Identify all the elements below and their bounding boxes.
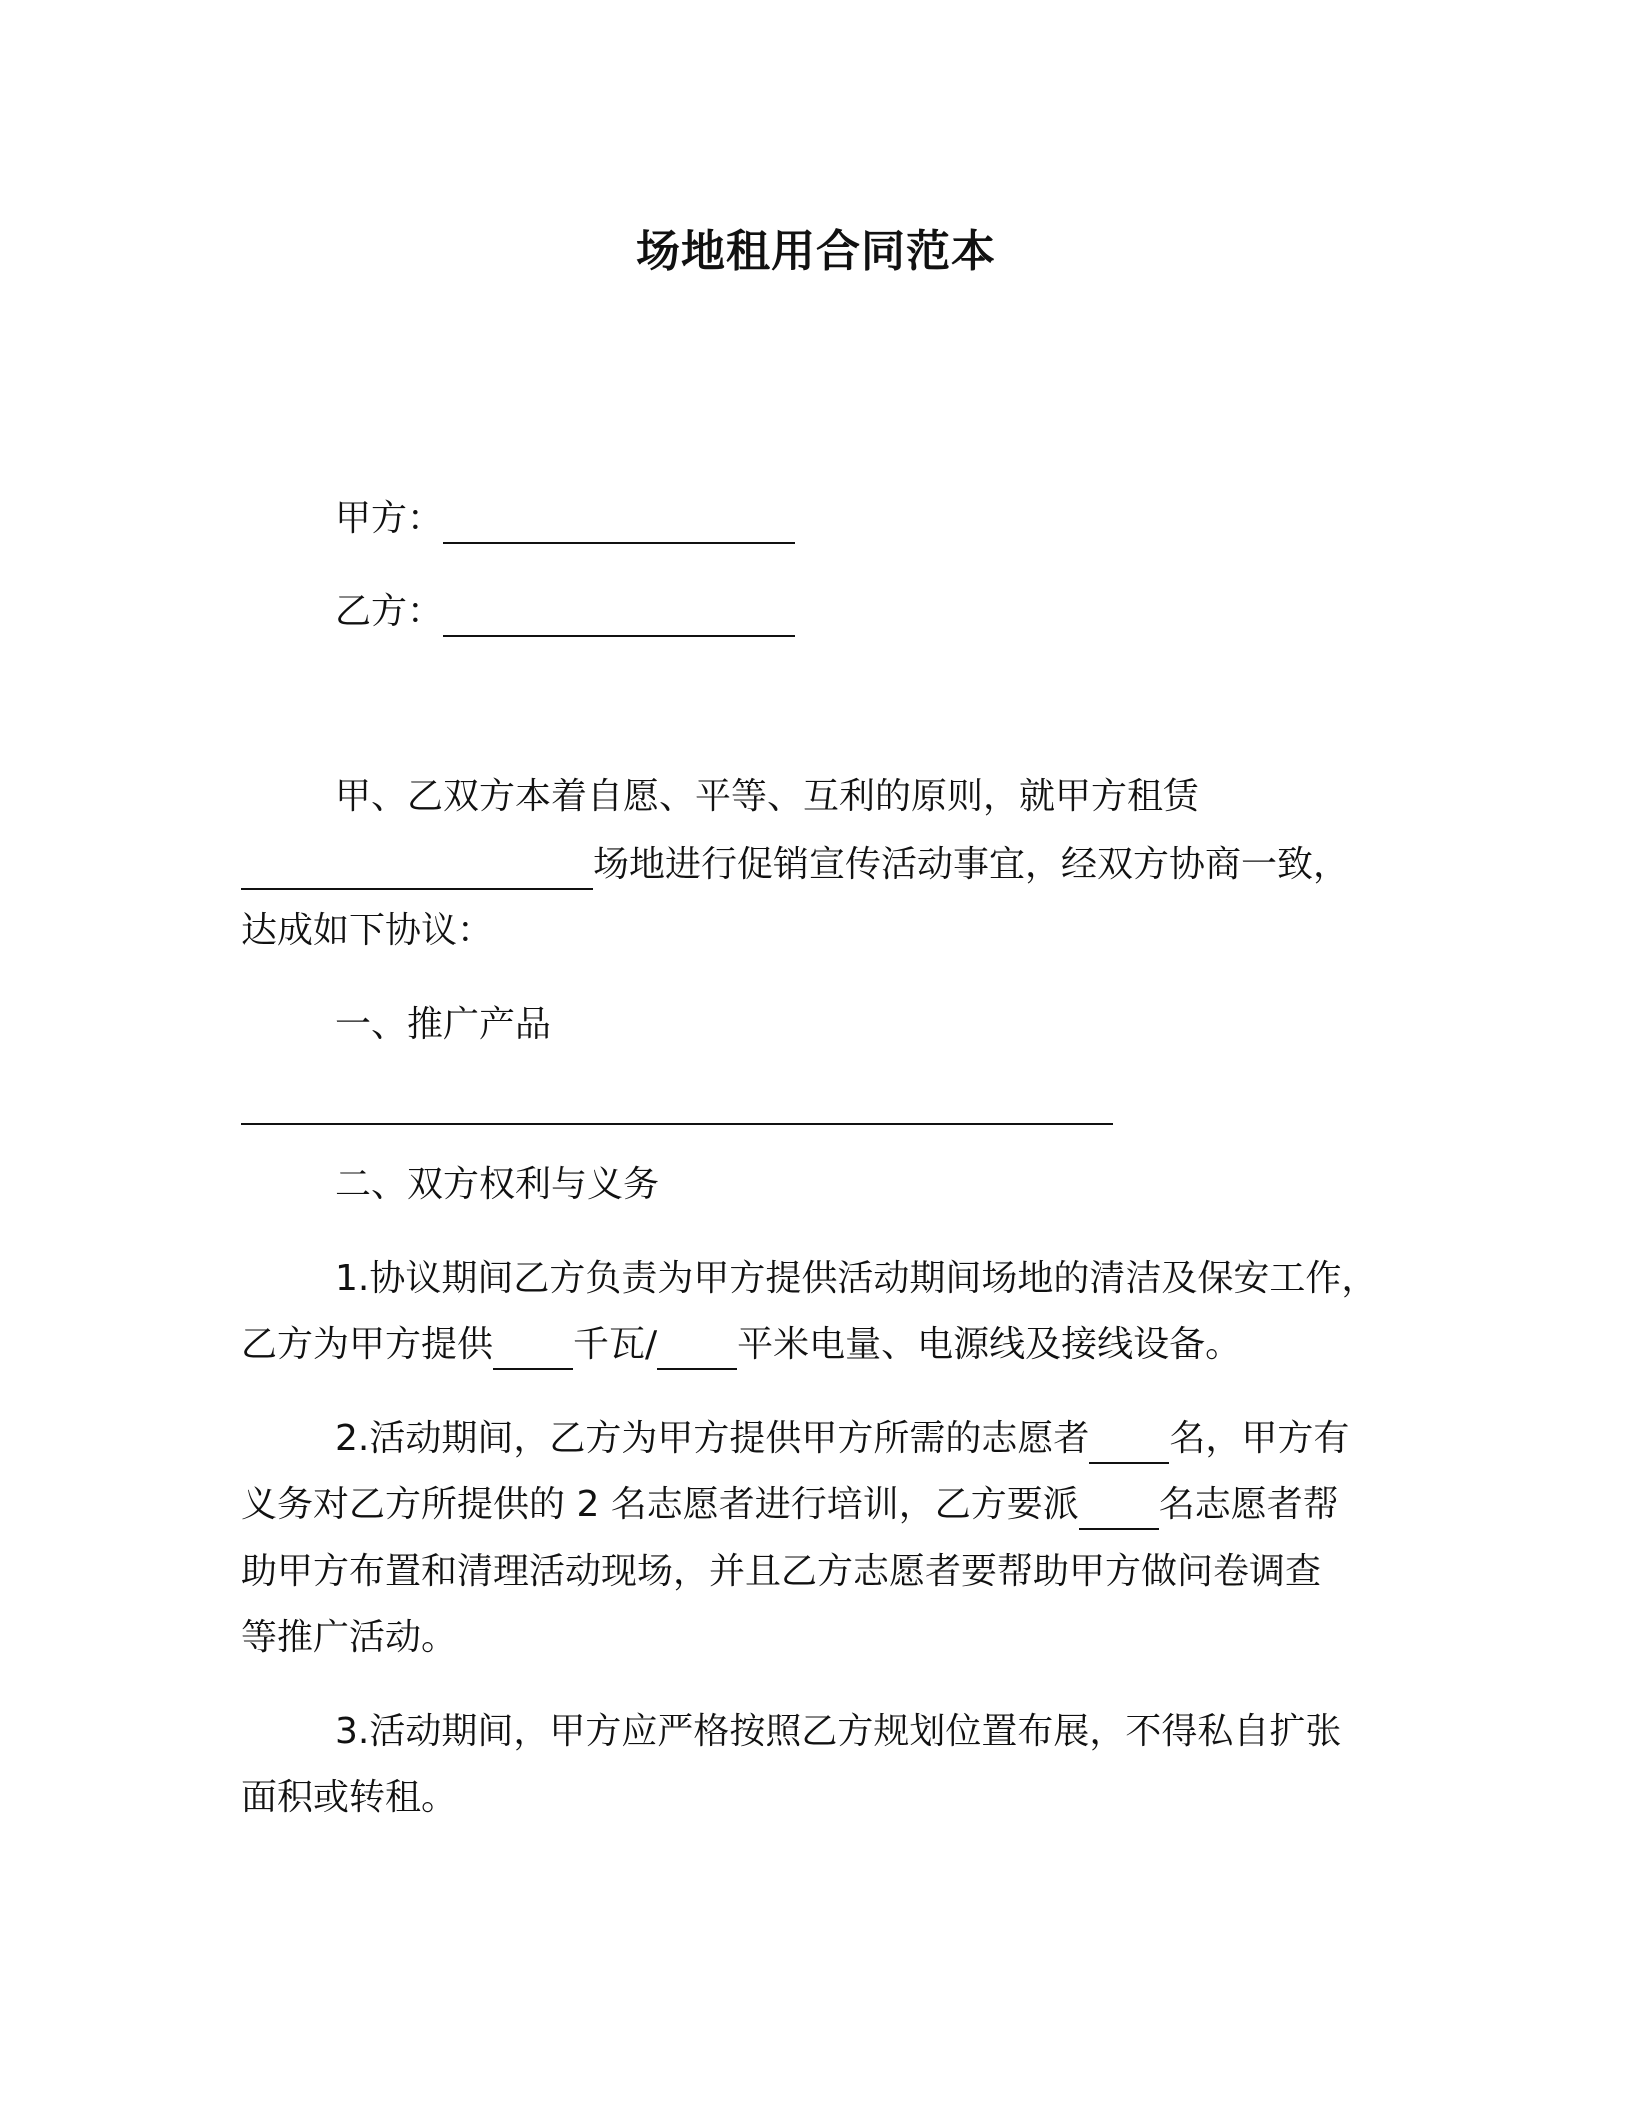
party-b-label: 乙方：: [335, 591, 444, 632]
clause-1-text-a: 乙方为甲方提供: [241, 1324, 494, 1365]
venue-blank[interactable]: [241, 850, 593, 890]
party-a-label: 甲方：: [335, 498, 444, 539]
intro-line-2: [241, 840, 1349, 890]
clause-3-line-2: 面积或转租。: [241, 1777, 458, 1818]
clause-2-line-2: [241, 1480, 1339, 1530]
square-meter-blank[interactable]: [657, 1330, 737, 1370]
party-a-line: [335, 494, 795, 544]
clause-2-line-1: [335, 1414, 1349, 1464]
helper-volunteer-blank[interactable]: [1079, 1490, 1159, 1530]
section-1-heading: 一、推广产品: [335, 1004, 552, 1045]
clause-2-text-b: 名，甲方有: [1169, 1418, 1350, 1459]
clause-2-text-a: 2.活动期间，乙方为甲方提供甲方所需的志愿者: [335, 1418, 1090, 1459]
kilowatt-blank[interactable]: [493, 1330, 573, 1370]
volunteer-count-blank[interactable]: [1089, 1424, 1169, 1464]
clause-1-line-2: [241, 1320, 1241, 1370]
document-title: 场地租用合同范本: [636, 226, 996, 277]
product-blank[interactable]: [241, 1085, 1113, 1125]
section-2-heading: 二、双方权利与义务: [335, 1164, 660, 1205]
clause-1-line-1: 1.协议期间乙方负责为甲方提供活动期间场地的清洁及保安工作，: [335, 1258, 1378, 1299]
intro-line-2-text: 场地进行促销宣传活动事宜，经双方协商一致，: [593, 844, 1350, 885]
clause-2-line-3: 助甲方布置和清理活动现场，并且乙方志愿者要帮助甲方做问卷调查: [241, 1551, 1322, 1592]
clause-2-text-d: 名志愿者帮: [1158, 1484, 1339, 1525]
clause-1-text-b: 千瓦/: [573, 1324, 658, 1365]
product-line: [241, 1075, 1113, 1125]
clause-2-text-c: 义务对乙方所提供的 2 名志愿者进行培训，乙方要派: [241, 1484, 1079, 1525]
party-b-blank[interactable]: [443, 597, 795, 637]
clause-1-text-c: 平米电量、电源线及接线设备。: [737, 1324, 1242, 1365]
clause-2-line-4: 等推广活动。: [241, 1617, 458, 1658]
party-b-line: [335, 587, 795, 637]
clause-3-line-1: 3.活动期间，甲方应严格按照乙方规划位置布展，不得私自扩张: [335, 1711, 1342, 1752]
intro-line-3: 达成如下协议：: [241, 910, 494, 951]
intro-line-1: 甲、乙双方本着自愿、平等、互利的原则，就甲方租赁: [335, 776, 1200, 817]
party-a-blank[interactable]: [443, 504, 795, 544]
